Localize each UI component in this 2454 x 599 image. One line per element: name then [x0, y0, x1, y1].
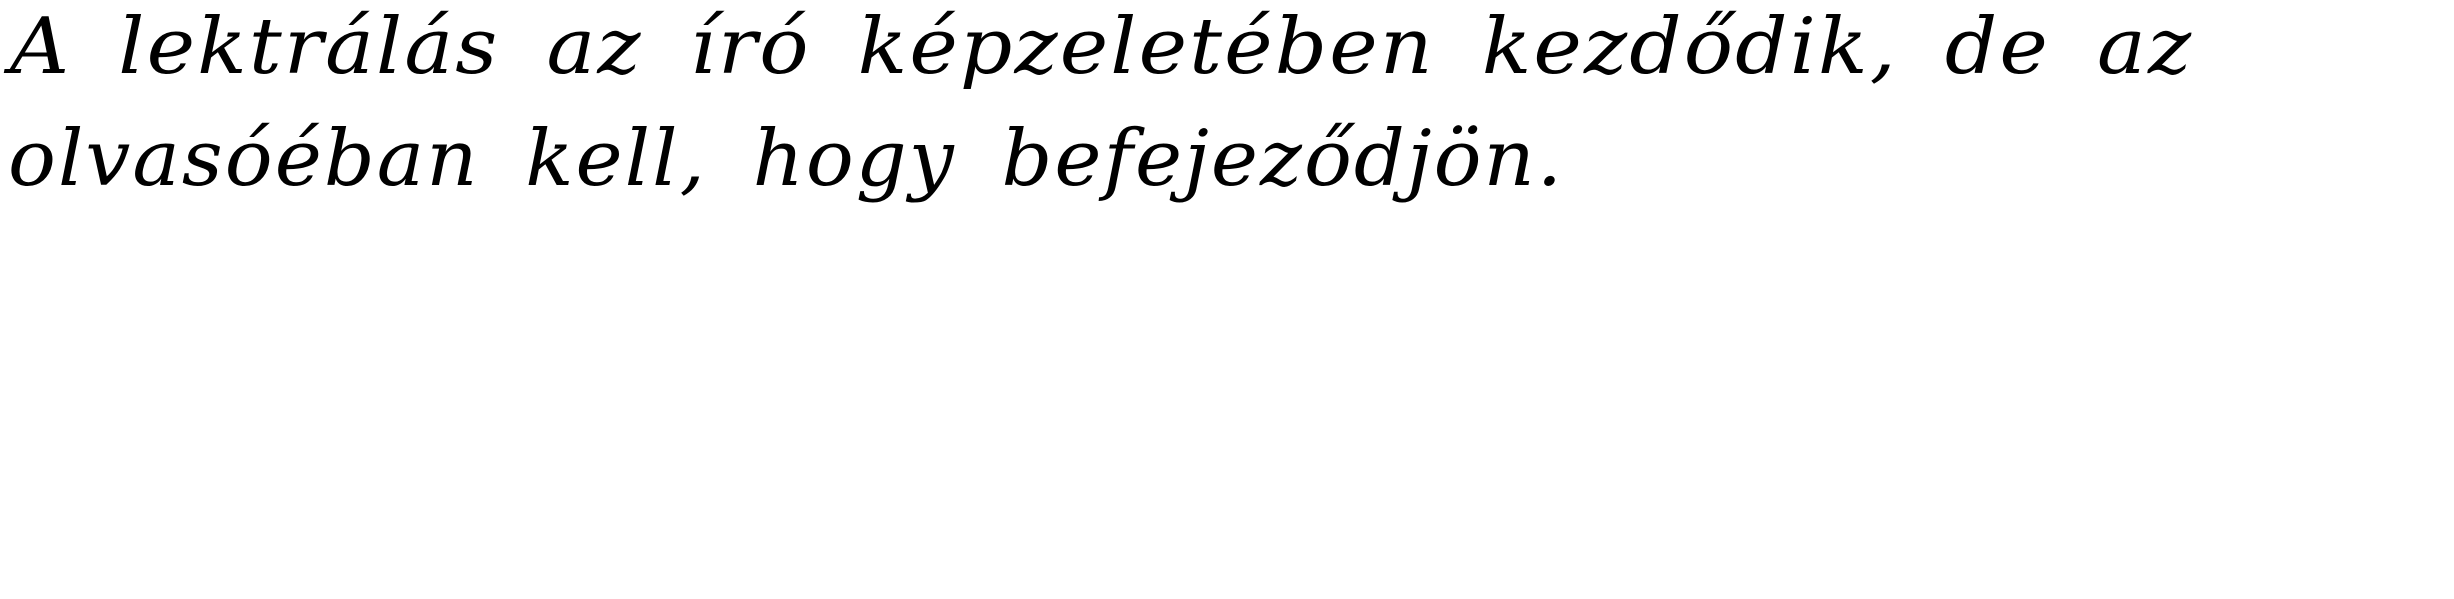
handwritten-line-1: A lektrálás az író képzeletében kezdődik, de az [10, 2, 2194, 92]
handwritten-line-2: olvasóéban kell, hogy befejeződjön. [8, 114, 1565, 204]
